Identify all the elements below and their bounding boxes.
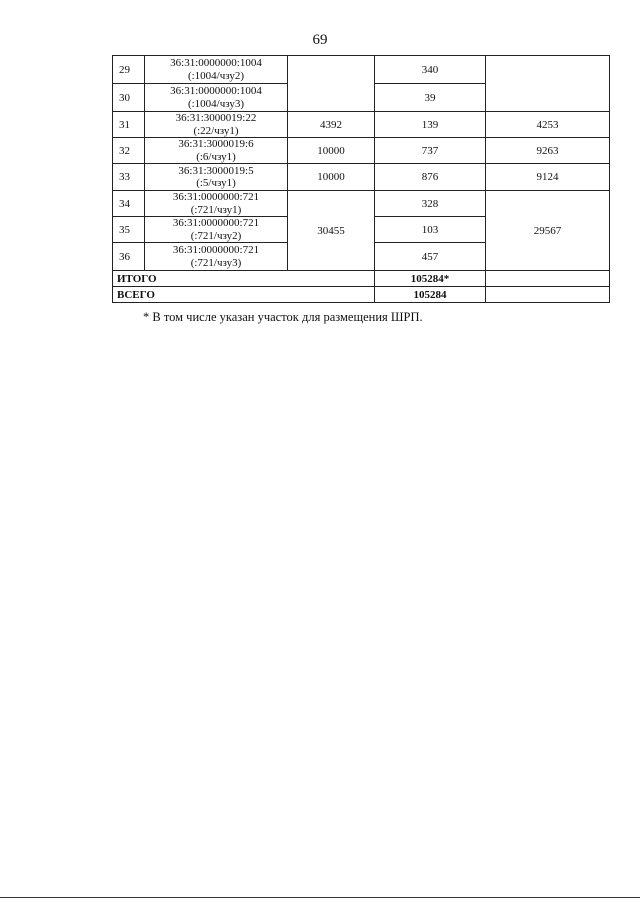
cadastral-number: 36:31:0000000:721 (172, 217, 260, 229)
cadastral-cell (145, 217, 288, 243)
value-cell: 328 (375, 191, 486, 217)
itogo-row (113, 271, 610, 287)
cadastral-part: (:1004/чзу3) (187, 97, 245, 110)
value-cell: 139 (375, 112, 486, 138)
value-cell: 39 (375, 84, 486, 112)
area-cell: 30455 (288, 191, 375, 271)
table-row (113, 56, 610, 84)
cadastral-part: (:22/чзу1) (193, 124, 239, 137)
cadastral-part: (:721/чзу3) (190, 256, 242, 269)
value-cell: 340 (375, 56, 486, 84)
page-number: 69 (312, 32, 328, 48)
cadastral-number: 36:31:0000000:721 (172, 244, 260, 256)
area-cell: 10000 (288, 138, 375, 164)
cadastral-number: 36:31:3000019:5 (178, 164, 254, 177)
footnote: * В том числе указан участок для размещения ШРП. (143, 310, 423, 324)
row-number: 29 (113, 56, 145, 84)
cadastral-cell (145, 191, 288, 217)
table-row (113, 112, 610, 138)
area-cell: 10000 (288, 164, 375, 191)
rest-cell-empty (486, 56, 610, 112)
cadastral-cell (145, 84, 288, 112)
rest-cell: 29567 (486, 191, 610, 271)
row-number: 36 (113, 243, 145, 271)
row-number: 32 (113, 138, 145, 164)
land-plots-table (112, 55, 610, 303)
rest-cell: 9124 (486, 164, 610, 191)
area-cell-empty (288, 56, 375, 112)
cadastral-part: (:6/чзу1) (196, 150, 236, 163)
cadastral-part: (:721/чзу2) (190, 229, 242, 242)
rest-cell: 9263 (486, 138, 610, 164)
row-number: 34 (113, 191, 145, 217)
cadastral-number: 36:31:0000000:1004 (170, 85, 262, 97)
table-row (113, 164, 610, 191)
itogo-value: 105284* (375, 271, 486, 287)
page-bottom-edge (0, 897, 640, 898)
cadastral-number: 36:31:0000000:721 (172, 191, 260, 203)
row-number: 33 (113, 164, 145, 191)
cadastral-part: (:1004/чзу2) (187, 69, 245, 82)
cadastral-cell (145, 56, 288, 84)
cadastral-part: (:721/чзу1) (190, 203, 242, 216)
value-cell: 876 (375, 164, 486, 191)
vsego-empty (486, 287, 610, 303)
row-number: 35 (113, 217, 145, 243)
itogo-label: ИТОГО (113, 271, 375, 287)
table-row (113, 191, 610, 217)
vsego-label: ВСЕГО (113, 287, 375, 303)
itogo-empty (486, 271, 610, 287)
cadastral-cell (145, 138, 288, 164)
row-number: 31 (113, 112, 145, 138)
cadastral-number: 36:31:3000019:22 (175, 112, 257, 124)
value-cell: 103 (375, 217, 486, 243)
area-cell: 4392 (288, 112, 375, 138)
value-cell: 737 (375, 138, 486, 164)
cadastral-cell (145, 243, 288, 271)
cadastral-cell (145, 112, 288, 138)
cadastral-part: (:5/чзу1) (196, 177, 236, 189)
cadastral-number: 36:31:0000000:1004 (170, 57, 262, 69)
cadastral-number: 36:31:3000019:6 (178, 138, 254, 150)
rest-cell: 4253 (486, 112, 610, 138)
row-number: 30 (113, 84, 145, 112)
table-row (113, 138, 610, 164)
vsego-value: 105284 (375, 287, 486, 303)
cadastral-cell (145, 164, 288, 191)
vsego-row (113, 287, 610, 303)
value-cell: 457 (375, 243, 486, 271)
